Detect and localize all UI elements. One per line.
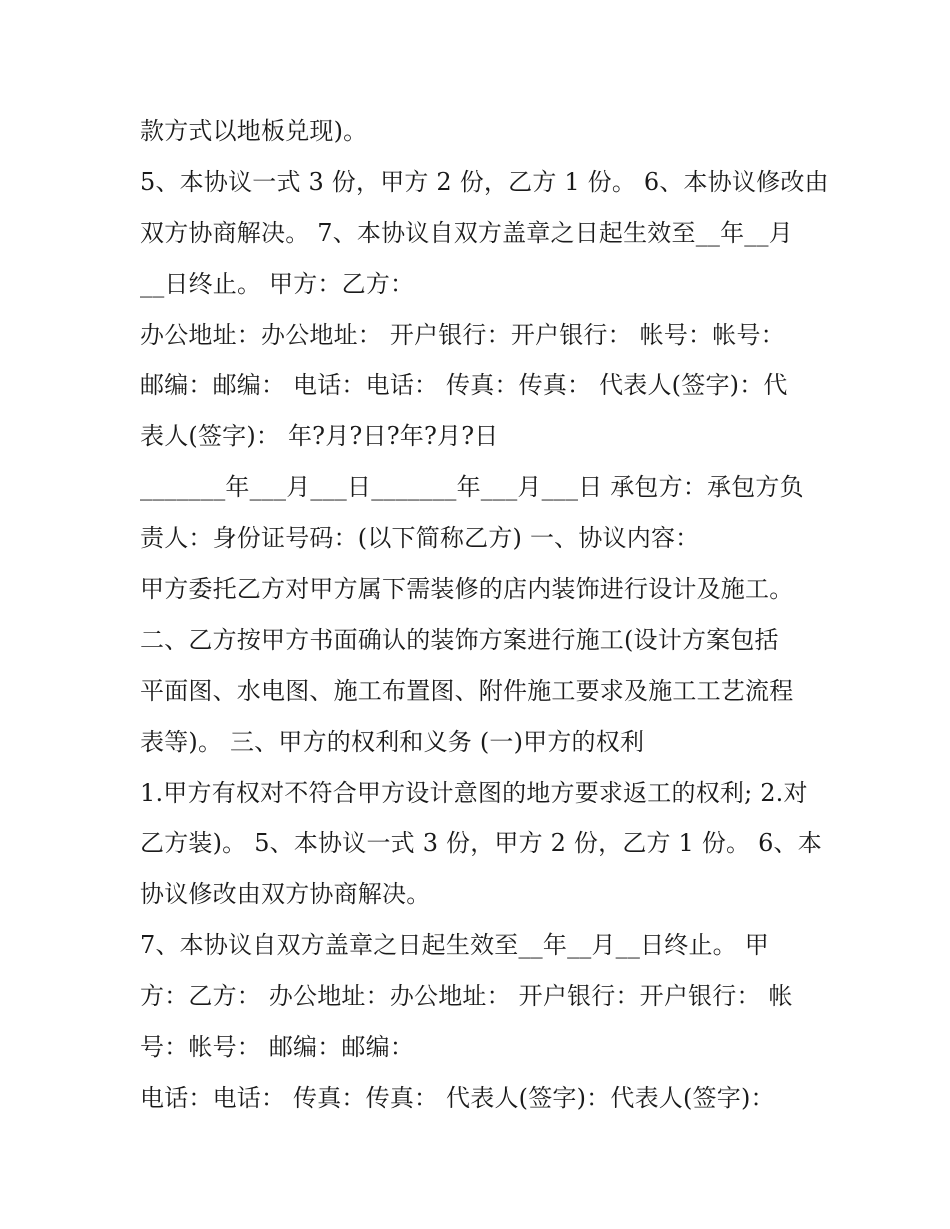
text-line: 邮编：邮编： 电话：电话： 传真：传真： 代表人(签字)：代: [140, 371, 788, 400]
text-line: 表人(签字)： 年?月?日?年?月?日: [140, 422, 499, 451]
text-line: 号：帐号： 邮编：邮编：: [140, 1033, 415, 1062]
text-line: 二、乙方按甲方书面确认的装饰方案进行施工(设计方案包括: [140, 625, 779, 654]
text-line: 平面图、水电图、施工布置图、附件施工要求及施工工艺流程: [140, 676, 794, 705]
text-line: 乙方装)。 5、本协议一式 3 份，甲方 2 份，乙方 1 份。 6、本: [140, 829, 822, 858]
text-line: 方：乙方： 办公地址：办公地址： 开户银行：开户银行： 帐: [140, 982, 793, 1011]
text-line: 表等)。 三、甲方的权利和义务 (一)甲方的权利: [140, 727, 645, 756]
text-line: 1.甲方有权对不符合甲方设计意图的地方要求返工的权利; 2.对: [140, 778, 808, 807]
text-line: 电话：电话： 传真：传真： 代表人(签字)：代表人(签字)：: [140, 1083, 775, 1112]
text-line: 办公地址：办公地址： 开户银行：开户银行： 帐号：帐号：: [140, 320, 785, 349]
text-line: 协议修改由双方协商解决。: [140, 880, 431, 909]
text-line: 5、本协议一式 3 份，甲方 2 份，乙方 1 份。 6、本协议修改由: [140, 167, 829, 196]
document-body: [140, 106, 829, 1124]
text-line: _______年___月___日_______年___月___日 承包方：承包方负: [140, 473, 804, 502]
text-line: __日终止。 甲方：乙方：: [140, 269, 415, 298]
text-line: 双方协商解决。 7、本协议自双方盖章之日起生效至__年__月: [140, 218, 793, 247]
text-line: 款方式以地板兑现)。: [140, 117, 368, 145]
text-line: 7、本协议自双方盖章之日起生效至__年__月__日终止。 甲: [140, 931, 769, 960]
text-line: 甲方委托乙方对甲方属下需装修的店内装饰进行设计及施工。: [140, 575, 794, 604]
text-line: 责人：身份证号码：(以下简称乙方) 一、协议内容：: [140, 524, 700, 553]
